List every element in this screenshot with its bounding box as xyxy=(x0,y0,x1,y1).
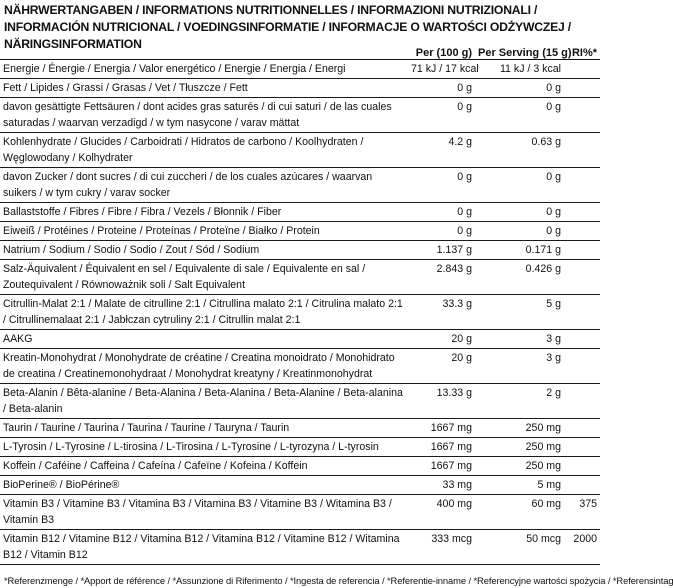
value-ri xyxy=(564,168,600,203)
value-ri xyxy=(564,438,600,457)
nutrition-table xyxy=(0,40,600,565)
table-row xyxy=(0,330,600,349)
value-per-serving: 0 g xyxy=(475,168,564,203)
value-per-serving: 60 mg xyxy=(475,495,564,530)
table-row xyxy=(0,349,600,384)
table-row xyxy=(0,133,600,168)
nutrient-name: Salz-Äquivalent / Équivalent en sel / Equivalente di sale / Equivalente en sal / Zoutequivalent / Równoważnik soli / Salt Equivalent xyxy=(0,260,408,295)
footnote: *Referenzmenge / *Apport de référence / *Assunzione di Riferimento / *Ingesta de referencia / *Referentie-inname / *Referencyjne wartości spożycia / *Referensintag xyxy=(4,575,673,586)
table-row xyxy=(0,530,600,565)
value-per-100g: 13.33 g xyxy=(408,384,475,419)
value-ri xyxy=(564,349,600,384)
value-per-100g: 2.843 g xyxy=(408,260,475,295)
nutrient-name: Citrullin-Malat 2:1 / Malate de citrulline 2:1 / Citrullina malato 2:1 / Citrulina malato 2:1 / Citrullinemalaat 2:1 / Jabłczan cytruliny 2:1 / Citrullin malat 2:1 xyxy=(0,295,408,330)
value-per-100g: 20 g xyxy=(408,330,475,349)
value-ri xyxy=(564,133,600,168)
value-ri xyxy=(564,260,600,295)
nutrient-name: Beta-Alanin / Bêta-alanine / Beta-Alanina / Beta-Alanina / Beta-Alanine / Beta-alanina / Beta-alanin xyxy=(0,384,408,419)
nutrient-name: Energie / Énergie / Energia / Valor energético / Energie / Energia / Energi xyxy=(0,60,408,79)
value-ri xyxy=(564,203,600,222)
nutrient-name: Eiweiß / Protéines / Proteine / Proteínas / Proteïne / Białko / Protein xyxy=(0,222,408,241)
value-ri xyxy=(564,98,600,133)
table-row xyxy=(0,295,600,330)
value-per-100g: 4.2 g xyxy=(408,133,475,168)
value-per-100g: 1667 mg xyxy=(408,457,475,476)
value-ri xyxy=(564,384,600,419)
value-per-serving: 11 kJ / 3 kcal xyxy=(475,60,564,79)
value-per-100g: 33.3 g xyxy=(408,295,475,330)
nutrient-name: BioPerine® / BioPérine® xyxy=(0,476,408,495)
table-body xyxy=(0,60,600,565)
header-per-100g: Per (100 g) xyxy=(408,40,475,60)
nutrient-name: Kreatin-Monohydrat / Monohydrate de créatine / Creatina monoidrato / Monohidrato de creatina / Creatinemonohydraat / Monohydrat kreatyny / Kreatinmonohydrat xyxy=(0,349,408,384)
nutrient-name: Koffein / Caféine / Caffeina / Cafeína / Cafeïne / Kofeina / Koffein xyxy=(0,457,408,476)
value-ri: 375 xyxy=(564,495,600,530)
table-row xyxy=(0,260,600,295)
table-row xyxy=(0,438,600,457)
value-per-100g: 20 g xyxy=(408,349,475,384)
table-row xyxy=(0,384,600,419)
value-per-serving: 250 mg xyxy=(475,457,564,476)
value-per-serving: 0 g xyxy=(475,203,564,222)
value-per-serving: 5 mg xyxy=(475,476,564,495)
nutrient-name: Vitamin B3 / Vitamine B3 / Vitamina B3 / Vitamina B3 / Vitamine B3 / Witamina B3 / Vitamin B3 xyxy=(0,495,408,530)
nutrient-name: davon Zucker / dont sucres / di cui zuccheri / de los cuales azúcares / waarvan suikers / w tym cukry / varav socker xyxy=(0,168,408,203)
value-per-serving: 0.426 g xyxy=(475,260,564,295)
value-per-100g: 33 mg xyxy=(408,476,475,495)
header-ri: RI%* xyxy=(564,40,600,60)
value-per-serving: 250 mg xyxy=(475,438,564,457)
value-ri xyxy=(564,79,600,98)
value-per-serving: 0 g xyxy=(475,79,564,98)
nutrient-name: Kohlenhydrate / Glucides / Carboidrati / Hidratos de carbono / Koolhydraten / Węglowodany / Kolhydrater xyxy=(0,133,408,168)
value-ri xyxy=(564,60,600,79)
value-per-serving: 0 g xyxy=(475,222,564,241)
value-per-100g: 1667 mg xyxy=(408,438,475,457)
value-per-serving: 3 g xyxy=(475,349,564,384)
nutrient-name: davon gesättigte Fettsäuren / dont acides gras saturés / di cui saturi / de las cuales saturadas / waarvan verzadigd / w tym nasycone / varav mättat xyxy=(0,98,408,133)
table-row xyxy=(0,222,600,241)
value-ri xyxy=(564,476,600,495)
value-per-100g: 333 mcg xyxy=(408,530,475,565)
table-row xyxy=(0,419,600,438)
value-per-100g: 0 g xyxy=(408,79,475,98)
table-header-row xyxy=(0,40,600,60)
value-per-100g: 0 g xyxy=(408,222,475,241)
table-row xyxy=(0,476,600,495)
value-per-serving: 0 g xyxy=(475,98,564,133)
table-row xyxy=(0,203,600,222)
value-per-100g: 400 mg xyxy=(408,495,475,530)
table-row xyxy=(0,168,600,203)
value-ri xyxy=(564,241,600,260)
value-per-100g: 0 g xyxy=(408,168,475,203)
header-per-serving: Per Serving (15 g) xyxy=(475,40,564,60)
value-per-100g: 1667 mg xyxy=(408,419,475,438)
table-row xyxy=(0,241,600,260)
nutrient-name: AAKG xyxy=(0,330,408,349)
table-row xyxy=(0,457,600,476)
nutrient-name: L-Tyrosin / L-Tyrosine / L-tirosina / L-Tirosina / L-Tyrosine / L-tyrozyna / L-tyrosin xyxy=(0,438,408,457)
value-per-100g: 0 g xyxy=(408,203,475,222)
nutrient-name: Vitamin B12 / Vitamine B12 / Vitamina B12 / Vitamina B12 / Vitamine B12 / Witamina B12 / Vitamin B12 xyxy=(0,530,408,565)
value-per-serving: 50 mcg xyxy=(475,530,564,565)
value-ri xyxy=(564,222,600,241)
table-row xyxy=(0,60,600,79)
nutrient-name: Natrium / Sodium / Sodio / Sodio / Zout / Sód / Sodium xyxy=(0,241,408,260)
value-per-serving: 2 g xyxy=(475,384,564,419)
value-ri xyxy=(564,419,600,438)
header-spacer xyxy=(0,40,408,60)
value-per-serving: 5 g xyxy=(475,295,564,330)
value-ri xyxy=(564,330,600,349)
value-per-100g: 0 g xyxy=(408,98,475,133)
value-ri xyxy=(564,295,600,330)
value-per-serving: 0.171 g xyxy=(475,241,564,260)
value-per-serving: 3 g xyxy=(475,330,564,349)
table-row xyxy=(0,79,600,98)
table-row xyxy=(0,495,600,530)
value-per-serving: 250 mg xyxy=(475,419,564,438)
nutrient-name: Fett / Lipides / Grassi / Grasas / Vet / Tłuszcze / Fett xyxy=(0,79,408,98)
value-per-100g: 71 kJ / 17 kcal xyxy=(408,60,475,79)
value-ri: 2000 xyxy=(564,530,600,565)
nutrient-name: Taurin / Taurine / Taurina / Taurina / Taurine / Tauryna / Taurin xyxy=(0,419,408,438)
nutrient-name: Ballaststoffe / Fibres / Fibre / Fibra / Vezels / Błonnik / Fiber xyxy=(0,203,408,222)
table-row xyxy=(0,98,600,133)
value-ri xyxy=(564,457,600,476)
value-per-100g: 1.137 g xyxy=(408,241,475,260)
value-per-serving: 0.63 g xyxy=(475,133,564,168)
label-title: NÄHRWERTANGABEN / INFORMATIONS NUTRITIONNELLES / INFORMAZIONI NUTRIZIONALI / INFORMACIÓN NUTRICIONAL / VOEDINGSINFORMATIE / INFORMACJE O WARTOŚCI ODŻYWCZEJ / NÄRINGSINFORMATION xyxy=(4,3,571,51)
